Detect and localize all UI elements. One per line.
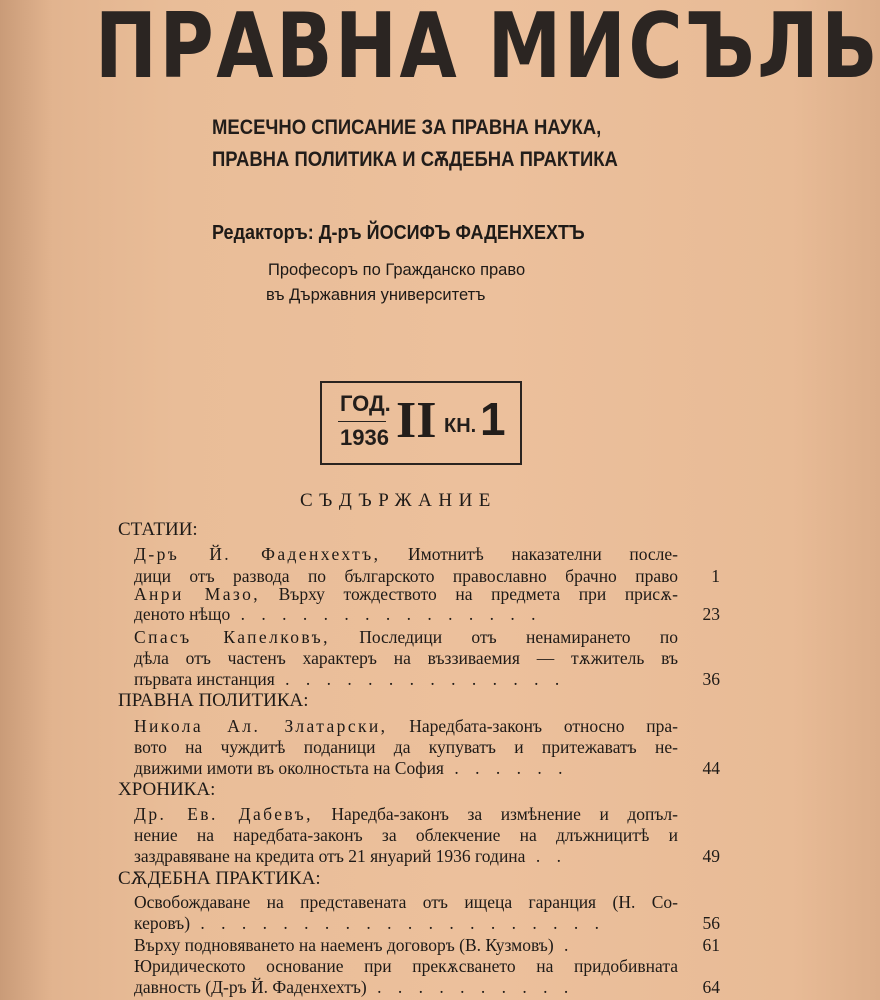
page-number: 23 — [702, 604, 720, 624]
toc-entry-line: керовъ) . . . . . . . . . . . . . . . . . . . . — [134, 913, 606, 933]
page-number: 61 — [702, 935, 720, 955]
toc-entry-line: Д-ръ Й. Фаденхехтъ, Имотнитѣ наказателни после- — [134, 544, 679, 564]
journal-masthead: ПРАВНА МИСЪЛЬ — [95, 0, 880, 99]
volume-god-label: ГОД. — [340, 391, 391, 416]
editor-affiliation: Професоръ по Гражданско право — [268, 261, 526, 279]
toc-entry-line: заздравяване на кредита отъ 21 януарий 1936 година . . — [134, 846, 567, 866]
issue-kn-label: КН. — [444, 415, 477, 437]
toc-entry-line: нение на наредбата-законъ за облекчение на длъжницитѣ и — [134, 825, 678, 845]
section-heading: СѪДЕБНА ПРАКТИКА: — [118, 868, 321, 889]
toc-entry-line: Никола Ал. Златарски, Наредбата-законъ относно пра- — [134, 716, 678, 736]
editor-line: Редакторъ: Д-ръ ЙОСИФЪ ФАДЕНХЕХТЪ — [212, 222, 585, 244]
toc-entry-line: деното нѣщо . . . . . . . . . . . . . . . — [134, 604, 542, 624]
toc-entry-line: вото на чуждитѣ поданици да купуватъ и притежаватъ не- — [134, 737, 678, 757]
journal-subtitle — [212, 112, 634, 176]
volume-box — [320, 381, 522, 465]
toc-entry-line: дѣла отъ частенъ характеръ на въззиваемия — тѫжитель въ — [134, 648, 678, 668]
toc-entry-line: първата инстанция . . . . . . . . . . . . . . — [134, 669, 566, 689]
issue-number: 1 — [480, 393, 506, 445]
toc-entry-line: дици отъ развода по българското православно брачно право — [134, 566, 678, 586]
page-number: 1 — [711, 566, 720, 586]
toc-entry-line: Анри Мазо, Върху тождеството на предмета при присѫ- — [134, 584, 678, 604]
section-heading: ПРАВНА ПОЛИТИКА: — [118, 690, 309, 711]
page-number: 49 — [702, 846, 720, 866]
toc-entry-line: движими имоти въ околностьта на София . . . . . . — [134, 758, 569, 778]
page-number: 44 — [702, 758, 720, 778]
editor-affiliation: въ Държавния университетъ — [266, 286, 486, 304]
volume-year: 1936 — [340, 425, 389, 450]
section-heading: СТАТИИ: — [118, 519, 198, 540]
page-number: 56 — [702, 913, 720, 933]
toc-entry-line: Освобождаване на представената отъ ищеца гаранция (Н. Со- — [134, 892, 678, 912]
contents-heading: СЪДЪРЖАНИЕ — [300, 490, 497, 511]
toc-entry-line: Спасъ Капелковъ, Последици отъ ненамирането по — [134, 627, 678, 647]
page-number: 64 — [702, 977, 720, 997]
subtitle-line: ПРАВНА ПОЛИТИКА И СѪДЕБНА ПРАКТИКА — [212, 148, 618, 171]
section-heading: ХРОНИКА: — [118, 779, 216, 800]
volume-divider — [338, 421, 386, 422]
page-number: 36 — [702, 669, 720, 689]
volume-roman: II — [396, 392, 437, 449]
toc-entry-line: давность (Д-ръ Й. Фаденхехтъ) . . . . . . . . . . — [134, 977, 575, 997]
subtitle-line: МЕСЕЧНО СПИСАНИЕ ЗА ПРАВНА НАУКА, — [212, 116, 602, 139]
toc-entry-line: Др. Ев. Дабевъ, Наредба-законъ за измѣнение и допъл- — [134, 804, 678, 824]
toc-entry-line: Върху подновяването на наеменъ договоръ (В. Кузмовъ) . — [134, 935, 575, 955]
toc-entry-line: Юридическото основание при прекѫсването на придобивната — [134, 956, 678, 976]
